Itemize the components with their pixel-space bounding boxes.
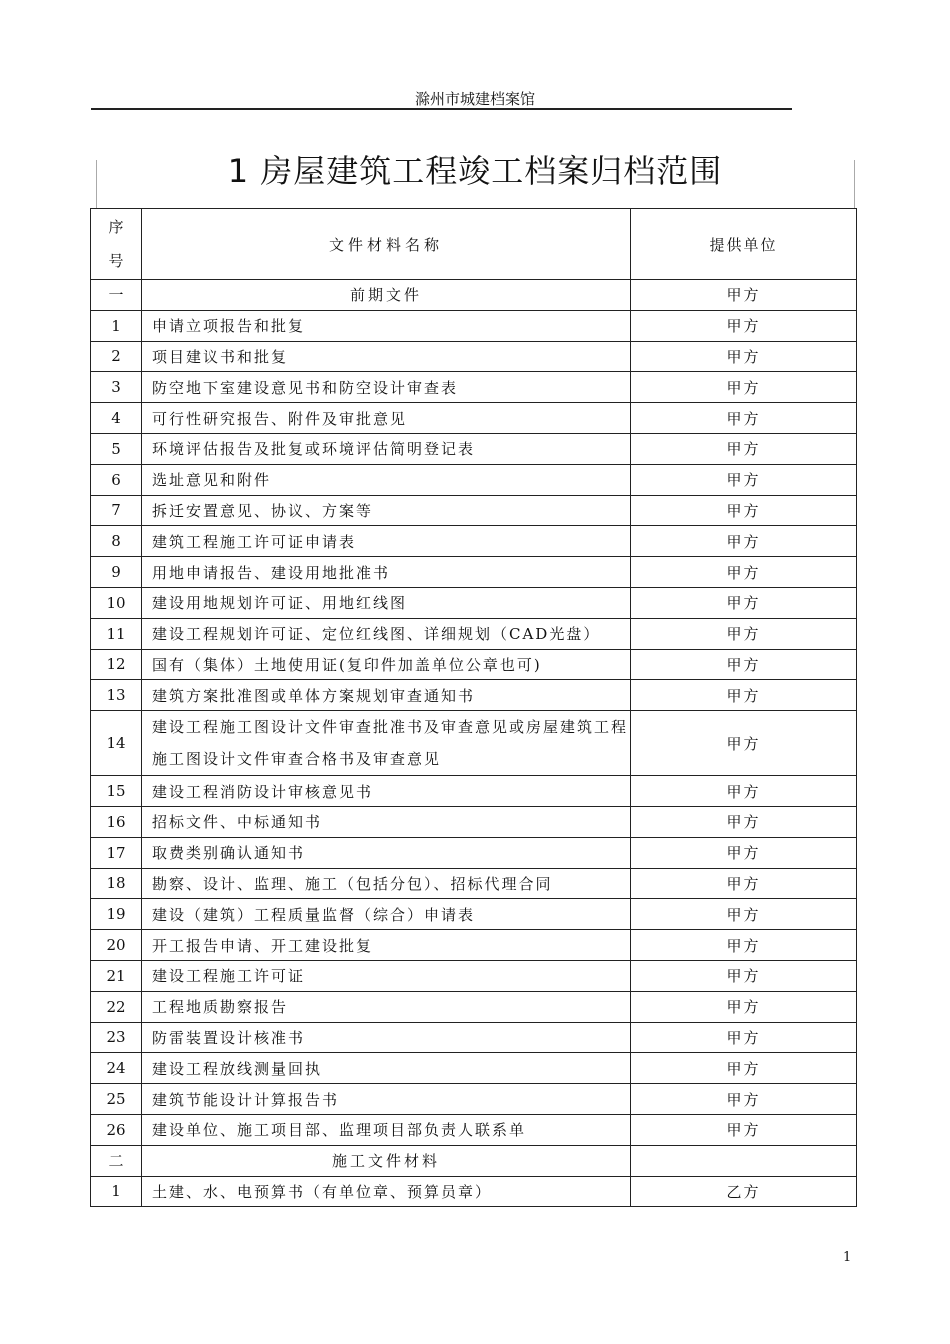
table-row: [91, 806, 857, 837]
section-name: 前期文件: [142, 280, 631, 311]
row-seq: 4: [91, 403, 142, 434]
section-name: 施工文件材料: [142, 1145, 631, 1176]
row-seq: 17: [91, 837, 142, 868]
row-seq: 22: [91, 991, 142, 1022]
row-seq: 14: [91, 711, 142, 776]
table-row: [91, 960, 857, 991]
row-unit: 甲方: [631, 1114, 857, 1145]
row-unit: 甲方: [631, 372, 857, 403]
table-row: [91, 464, 857, 495]
table-header-row: [91, 209, 857, 280]
row-seq: 11: [91, 618, 142, 649]
row-unit: 甲方: [631, 806, 857, 837]
row-seq: 1: [91, 1176, 142, 1207]
row-seq: 7: [91, 495, 142, 526]
header-org: 滁州市城建档案馆: [414, 90, 535, 108]
row-seq: 6: [91, 464, 142, 495]
row-seq: 15: [91, 776, 142, 807]
row-unit: 甲方: [631, 341, 857, 372]
row-seq: 25: [91, 1084, 142, 1115]
header-rule: [91, 108, 792, 110]
row-seq: 10: [91, 587, 142, 618]
row-unit: 甲方: [631, 1053, 857, 1084]
section-row: [91, 1145, 857, 1176]
table-row: [91, 557, 857, 588]
row-seq: 8: [91, 526, 142, 557]
row-name: 建设工程放线测量回执: [142, 1053, 631, 1084]
row-seq: 18: [91, 868, 142, 899]
table-row: [91, 649, 857, 680]
table-row: [91, 868, 857, 899]
page-number: 1: [843, 1250, 852, 1265]
row-seq: 1: [91, 310, 142, 341]
table-row: [91, 433, 857, 464]
section-row: [91, 280, 857, 311]
table-row: [91, 711, 857, 776]
table-row: [91, 1114, 857, 1145]
row-name: 防空地下室建设意见书和防空设计审查表: [142, 372, 631, 403]
row-name: 防雷装置设计核准书: [142, 1022, 631, 1053]
row-name: 拆迁安置意见、协议、方案等: [142, 495, 631, 526]
row-name: 选址意见和附件: [142, 464, 631, 495]
header-unit: 提供单位: [631, 209, 857, 280]
table-row: [91, 526, 857, 557]
row-unit: 甲方: [631, 930, 857, 961]
row-unit: 甲方: [631, 587, 857, 618]
table-row: [91, 1084, 857, 1115]
row-unit: 甲方: [631, 680, 857, 711]
table-row: [91, 930, 857, 961]
row-unit: 甲方: [631, 776, 857, 807]
row-name: 工程地质勘察报告: [142, 991, 631, 1022]
row-name: 申请立项报告和批复: [142, 310, 631, 341]
section-unit: 甲方: [631, 280, 857, 311]
table-row: [91, 1022, 857, 1053]
row-unit: 甲方: [631, 960, 857, 991]
row-name: 建设工程规划许可证、定位红线图、详细规划（CAD光盘）: [142, 618, 631, 649]
row-unit: 甲方: [631, 837, 857, 868]
row-name: 建筑方案批准图或单体方案规划审查通知书: [142, 680, 631, 711]
row-name: 可行性研究报告、附件及审批意见: [142, 403, 631, 434]
row-name: 建筑节能设计计算报告书: [142, 1084, 631, 1115]
row-name: 国有（集体）土地使用证(复印件加盖单位公章也可): [142, 649, 631, 680]
row-unit: 甲方: [631, 991, 857, 1022]
row-seq: 2: [91, 341, 142, 372]
table-row: [91, 310, 857, 341]
row-unit: 甲方: [631, 464, 857, 495]
header-seq-text: 序 号: [108, 218, 124, 270]
row-name: 用地申请报告、建设用地批准书: [142, 557, 631, 588]
row-name: 建设工程施工许可证: [142, 960, 631, 991]
row-name: 建筑工程施工许可证申请表: [142, 526, 631, 557]
row-seq: 21: [91, 960, 142, 991]
row-unit: 甲方: [631, 1084, 857, 1115]
table-row: [91, 495, 857, 526]
table-row: [91, 341, 857, 372]
row-unit: 甲方: [631, 711, 857, 776]
row-seq: 24: [91, 1053, 142, 1084]
row-seq: 3: [91, 372, 142, 403]
section-unit: [631, 1145, 857, 1176]
row-seq: 9: [91, 557, 142, 588]
row-unit: 甲方: [631, 899, 857, 930]
row-name: 建设工程施工图设计文件审查批准书及审查意见或房屋建筑工程施工图设计文件审查合格书及审查意见: [142, 711, 631, 776]
row-seq: 23: [91, 1022, 142, 1053]
row-name: 取费类别确认通知书: [142, 837, 631, 868]
table-body: [91, 280, 857, 1207]
header-name: 文件材料名称: [142, 209, 631, 280]
row-unit: 甲方: [631, 403, 857, 434]
row-unit: 甲方: [631, 868, 857, 899]
table-row: [91, 1053, 857, 1084]
row-unit: 甲方: [631, 649, 857, 680]
table-row: [91, 680, 857, 711]
row-seq: 26: [91, 1114, 142, 1145]
row-name: 土建、水、电预算书（有单位章、预算员章）: [142, 1176, 631, 1207]
row-name: 开工报告申请、开工建设批复: [142, 930, 631, 961]
row-name: 建设用地规划许可证、用地红线图: [142, 587, 631, 618]
row-name: 建设（建筑）工程质量监督（综合）申请表: [142, 899, 631, 930]
table-row: [91, 899, 857, 930]
table-row: [91, 776, 857, 807]
section-seq: 一: [91, 280, 142, 311]
archive-scope-table: [90, 208, 857, 1207]
row-name: 项目建议书和批复: [142, 341, 631, 372]
row-unit: 甲方: [631, 433, 857, 464]
table-row: [91, 403, 857, 434]
row-unit: 甲方: [631, 526, 857, 557]
row-unit: 甲方: [631, 557, 857, 588]
table-row: [91, 618, 857, 649]
row-unit: 甲方: [631, 310, 857, 341]
table-row: [91, 372, 857, 403]
row-seq: 16: [91, 806, 142, 837]
row-seq: 13: [91, 680, 142, 711]
row-seq: 12: [91, 649, 142, 680]
row-seq: 19: [91, 899, 142, 930]
table-row: [91, 1176, 857, 1207]
row-seq: 5: [91, 433, 142, 464]
row-name: 环境评估报告及批复或环境评估简明登记表: [142, 433, 631, 464]
header-seq: [91, 209, 142, 280]
section-seq: 二: [91, 1145, 142, 1176]
table-row: [91, 837, 857, 868]
row-name: 勘察、设计、监理、施工（包括分包）、招标代理合同: [142, 868, 631, 899]
row-name: 建设单位、施工项目部、监理项目部负责人联系单: [142, 1114, 631, 1145]
row-name: 招标文件、中标通知书: [142, 806, 631, 837]
table-row: [91, 587, 857, 618]
row-unit: 乙方: [631, 1176, 857, 1207]
row-unit: 甲方: [631, 1022, 857, 1053]
row-unit: 甲方: [631, 618, 857, 649]
row-seq: 20: [91, 930, 142, 961]
row-unit: 甲方: [631, 495, 857, 526]
page-title: 1 房屋建筑工程竣工档案归档范围: [227, 152, 723, 190]
table-row: [91, 991, 857, 1022]
row-name: 建设工程消防设计审核意见书: [142, 776, 631, 807]
